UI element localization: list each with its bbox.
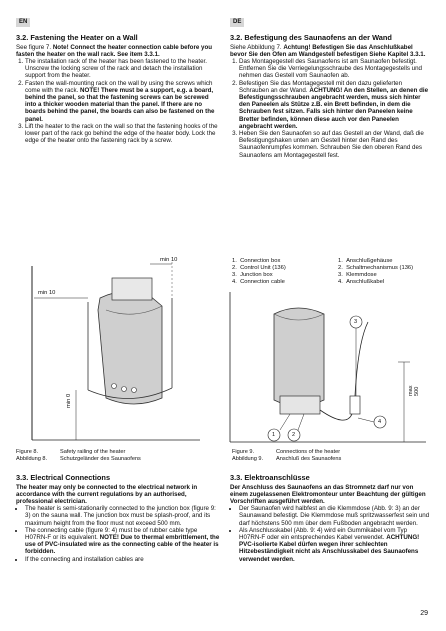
- dimension-label-bottom: min 0: [66, 393, 72, 408]
- de-section-fastening: [230, 34, 430, 159]
- en-section-fastening: [16, 34, 220, 144]
- en-section-electrical: [16, 474, 220, 563]
- steps-list: [16, 58, 220, 144]
- list-item: • The heater is semi-stationarily connected to the junction box (figure 9: 3) on the sauna wall. The junction box must be splash-proof, and its maximum height from the floor must not exceed 500 mm.: [25, 505, 220, 527]
- heater-safety-railing-illustration: [30, 258, 202, 443]
- section-intro: Siehe Abbildung 7. Achtung! Befestigen Sie das Anschlußkabel bevor Sie den Ofen am Wandgestell befestigen Siehe Kapitel 3.3.1.: [230, 43, 426, 58]
- steps-list: [230, 58, 430, 159]
- list-item: 2. Befestigen Sie das Montagegestell mit den dazu gelieferten Schrauben an der Wand. ACHTUNG! An den Stellen, an denen die Befestigungsschrauben angebracht werden, muss sich hinter den Paneelen als Stütze z.B. ein Brett befinden, in dem die Schrauben fest sitzen. Falls sich hinter den Paneelen keine Bretter befinden, können diese auch vor den Paneelen angebracht werden.: [239, 80, 430, 130]
- section-intro: The heater may only be connected to the electrical network in accordance with the current regulations by an authorised, professional electrician.: [16, 483, 198, 505]
- section-intro: See figure 7. Note! Connect the heater connection cable before you fasten the heater on the wall rack. See item 3.3.1.: [16, 43, 213, 58]
- callout-3: 3: [354, 319, 358, 325]
- language-tag-en: EN: [16, 18, 30, 27]
- list-item: • Als Anschlusskabel (Abb. 9: 4) wird ein Gummikabel vom Typ H07RN-F oder ein entsprechendes Kabel verwendet. ACHTUNG! PVC-isolierte Kabel dürfen wegen ihrer schlechten Hitzebeständigkeit nicht als Anschlusskabel des Saunaofens verwendet werden.: [239, 527, 430, 563]
- figure-9-legend-de: 1. Anschlußgehäuse 2. Schaltmechanismus (136) 3. Klemmdose 4. Anschlußkabel: [338, 258, 414, 285]
- list-item: 3. Heben Sie den Saunaofen so auf das Gestell an der Wand, daß die Befestigungshaken unten am Gestell hinter den Rand des Saunaofenrumpfes kommen. Schrauben Sie den oberen Rand des Saunaofens am Montagegestell fest.: [239, 130, 430, 159]
- section-title: 3.2. Befestigung des Saunaofens an der Wand: [230, 33, 392, 42]
- section-title: 3.3. Electrical Connections: [16, 473, 111, 482]
- section-intro: Der Anschluss des Saunaofens an das Stromnetz darf nur von einem zugelassenen Elektromonteur unter Beachtung der gültigen Vorschriften ausgeführt werden.: [230, 483, 426, 505]
- bullet-list: [16, 505, 220, 563]
- section-title: 3.3. Elektroanschlüsse: [230, 473, 310, 482]
- dimension-label-max: max 500: [408, 385, 420, 396]
- list-item: • The connecting cable (figure 9: 4) must be of rubber cable type H07RN-F or its equivalent. NOTE! Due to thermal embrittlement, the use of PVC-insulated wire as the connecting cable of the heater is forbidden.: [25, 527, 220, 556]
- figure-9-caption: Figure 9. Connections of the heater Abbildung 9. Anschluß des Saunaofens: [232, 449, 342, 462]
- dimension-label-side: min 10: [38, 290, 56, 296]
- dimension-label-top: min 10: [160, 257, 178, 263]
- section-title: 3.2. Fastening the Heater on a Wall: [16, 33, 138, 42]
- figure-8-diagram: [30, 258, 202, 443]
- list-item: 3. Lift the heater to the rack on the wall so that the fastening hooks of the lower part of the rack go behind the edge of the heater body. Lock the edge of the heater onto the fastening rack by a screw.: [25, 123, 220, 145]
- figure-9-diagram: [228, 292, 428, 444]
- callout-4: 4: [378, 419, 382, 425]
- figure-9-legend-en: 1. Connection box 2. Control Unit (136) 3. Junction box 4. Connection cable: [232, 258, 286, 285]
- bullet-list: [230, 505, 430, 563]
- heater-connections-illustration: [228, 292, 428, 444]
- list-item: • If the connecting and installation cables are: [25, 556, 220, 563]
- de-section-electrical: [230, 474, 430, 563]
- figure-8-caption: Figure 8. Safety railing of the heater Abbildung 8. Schutzgeländer des Saunaofens: [16, 449, 141, 462]
- list-item: • Der Saunaofen wird halbfest an die Klemmdose (Abb. 9: 3) an der Saunawand befestigt. Die Klemmdose muß spritzwasserfest sein und darf höchstens 500 mm über dem Fußboden angebracht werden.: [239, 505, 430, 527]
- callout-1: 1: [272, 432, 276, 438]
- callout-2: 2: [292, 432, 296, 438]
- list-item: 1. The installation rack of the heater has been fastened to the heater. Unscrew the locking screw of the rack and detach the installation support from the heater.: [25, 58, 220, 80]
- page-number: 29: [420, 610, 428, 617]
- list-item: 1. Das Montagegestell des Saunaofens ist am Saunaofen befestigt. Entfernen Sie die Verriegelungsschraube des Montagegestells und nehmen das Gestell vom Saunaofen ab.: [239, 58, 430, 80]
- language-tag-de: DE: [230, 18, 244, 27]
- list-item: 2. Fasten the wall-mounting rack on the wall by using the screws which come with the rack. NOTE! There must be a support, e.g. a board, behind the panel, so that the fastening screws can be screwed into a thicker wooden material than the panel. If there are no boards behind the panel, the boards can also be fastened on the panel.: [25, 80, 220, 123]
